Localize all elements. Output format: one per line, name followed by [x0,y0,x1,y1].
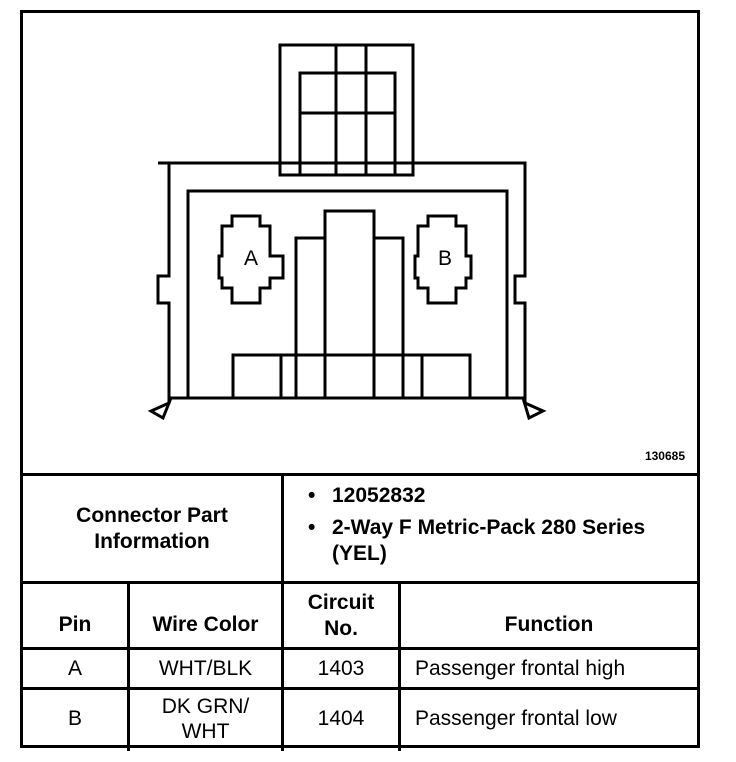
header-function: Function [504,613,594,636]
connector-type: • 2-Way F Metric-Pack 280 Series (YEL) [308,516,646,565]
connector-diagram [23,13,697,473]
part-info-list [308,483,652,567]
connector-part-info-label: Connector Part Information [76,503,228,553]
header-wire-color: Wire Color [152,613,259,636]
divider [281,473,284,581]
bullet-icon: • [308,484,316,507]
connector-body [151,163,543,418]
table-row-wire-color: WHT/BLK [158,656,253,680]
bullet-icon: • [308,516,316,539]
table-row-circuit: 1404 [317,707,365,730]
figure-id: 130685 [644,449,685,463]
table-row-circuit: 1403 [317,656,365,680]
connector-body-inner [188,191,507,398]
pin-label-a: A [243,247,259,270]
table-row-pin: A [67,656,82,680]
table-row-function: Passenger frontal high [415,656,626,680]
table-row-wire-color: DK GRN/ WHT [161,695,250,743]
center-key [325,211,374,398]
header-pin: Pin [58,613,92,636]
header-circuit-no: Circuit No. [307,590,375,640]
connector-latch-inner [300,73,395,175]
table-row-pin: B [67,707,82,730]
connector-sheet [20,10,700,748]
table-row-function: Passenger frontal low [415,707,617,730]
part-number: • 12052832 [308,484,426,507]
pin-label-b: B [437,247,453,270]
